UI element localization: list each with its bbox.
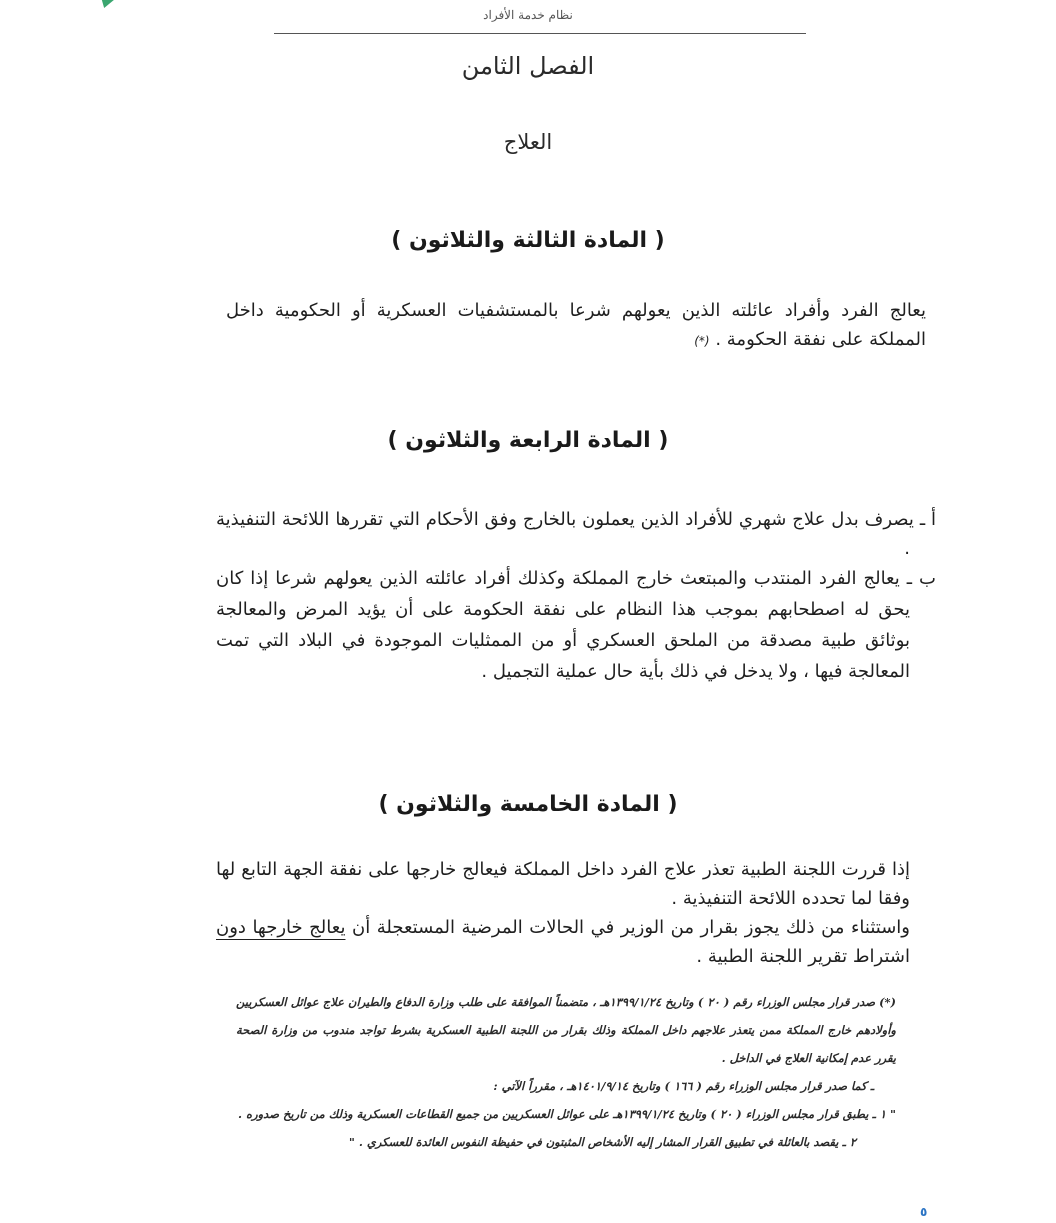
chapter-title: الفصل الثامن [461, 52, 595, 80]
item-b-text: يعالج الفرد المنتدب والمبتعث خارج المملكة وكذلك أفراد عائلته الذين يعولهم شرعا إذا كان يحق له اصطحابهم بموجب هذا النظام على نفقة الحكومة على أن يؤيد المرض والمعالجة بوثائق طبية مصدقة من الملحق العسكري أو من الممثليات الموجودة في البلاد التي تمت المعالجة فيها ، ولا يدخل في ذلك بأية حال عملية التجميل . [216, 568, 910, 682]
chapter-subtitle: العلاج [503, 130, 553, 154]
article-34-item-b [216, 563, 936, 687]
article-35-text: إذا قررت اللجنة الطبية تعذر علاج الفرد داخل المملكة فيعالج خارجها على نفقة الجهة التابع لها وفقا لما تحدده اللائحة التنفيذية . [216, 859, 910, 909]
footnote-marker: (*) [694, 334, 710, 348]
footnote-addendum-item-2: ٢ ـ يقصد بالعائلة في تطبيق القرار المشار إليه الأشخاص المثبتون في حفيظة النفوس العائدة للعسكري . " [348, 1135, 856, 1149]
footnote-addendum-intro: ـ كما صدر قرار مجلس الوزراء رقم ( ١٦٦ ) وتاريخ ١٤٠١/٩/١٤هـ ، مقرراً الآتي : [493, 1079, 874, 1093]
article-33-body [226, 296, 926, 356]
item-a-label: أ ـ [919, 509, 936, 530]
article-35-title: ( المادة الخامسة والثلاثون ) [378, 792, 678, 817]
article-35-body [216, 855, 936, 971]
article-34-item-a [216, 505, 936, 563]
exception-underlined-text: يعالج خارجها دون [216, 917, 346, 938]
article-33-text: يعالج الفرد وأفراد عائلته الذين يعولهم شرعا بالمستشفيات العسكرية أو الحكومية داخل المملكة على نفقة الحكومة . [226, 300, 926, 350]
footnote-main: (*) صدر قرار مجلس الوزراء رقم ( ٢٠ ) وتاريخ ١٣٩٩/١/٢٤هـ ، متضمناً الموافقة على طلب وزارة الدفاع والطيران علاج عوائل العسكريين وأولادهم خارج المملكة ممن يتعذر علاجهم داخل المملكة وذلك بقرار من اللجنة الطبية العسكرية بشرط تواجد مندوب من وزارة الصحة يقرر عدم إمكانية العلاج في الداخل . [236, 995, 896, 1065]
article-33-title: ( المادة الثالثة والثلاثون ) [391, 228, 665, 253]
article-35-exception [216, 913, 936, 971]
article-34-body [216, 505, 936, 687]
item-b-label: ب ـ [906, 568, 936, 589]
footnote-addendum-item-1: " ١ ـ يطبق قرار مجلس الوزراء ( ٢٠ ) وتاريخ ١٣٩٩/١/٢٤هـ على عوائل العسكريين من جميع القطاعات العسكرية وذلك من تاريخ صدوره . [238, 1107, 896, 1121]
footnotes [236, 988, 896, 1156]
header-divider [274, 33, 806, 34]
scan-corner-mark [98, 0, 114, 8]
page-number: ٥ [920, 1205, 928, 1219]
running-head: نظام خدمة الأفراد [483, 8, 573, 22]
item-a-text: يصرف بدل علاج شهري للأفراد الذين يعملون بالخارج وفق الأحكام التي تقررها اللائحة التنفيذية . [216, 509, 914, 559]
article-33-paragraph [226, 296, 926, 356]
exception-text-after: اشتراط تقرير اللجنة الطبية . [696, 946, 910, 967]
exception-text-before: واستثناء من ذلك يجوز بقرار من الوزير في الحالات المرضية المستعجلة أن [345, 917, 910, 938]
article-34-title: ( المادة الرابعة والثلاثون ) [387, 428, 669, 453]
article-35-paragraph [216, 855, 936, 913]
